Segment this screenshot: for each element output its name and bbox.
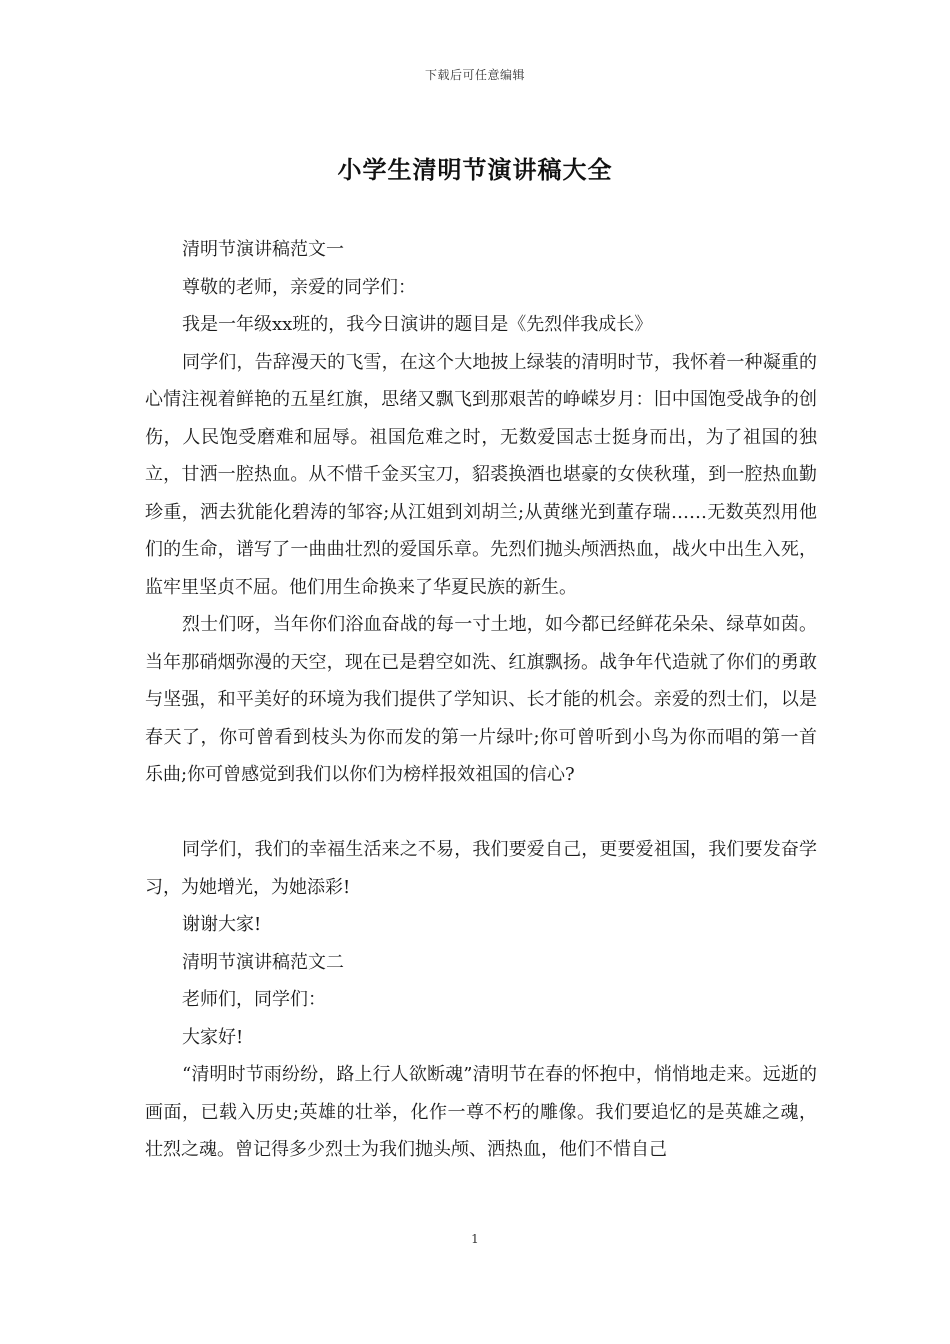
document-title: 小学生清明节演讲稿大全 [337, 155, 613, 184]
paragraph-body-3: 同学们，我们的幸福生活来之不易，我们要爱自己，更要爱祖国，我们要发奋学习，为她增光，为她添彩! [145, 839, 817, 898]
paragraph-body-1: 同学们，告辞漫天的飞雪，在这个大地披上绿装的清明时节，我怀着一种凝重的心情注视着鲜艳的五星红旗，思绪又飘飞到那艰苦的峥嵘岁月：旧中国饱受战争的创伤，人民饱受磨难和屈辱。祖国危难之时，无数爱国志士挺身而出，为了祖国的独立，甘洒一腔热血。从不惜千金买宝刀，貂裘换酒也堪豪的女侠秋瑾，到一腔热血勤珍重，洒去犹能化碧涛的邹容;从江姐到刘胡兰;从黄继光到董存瑞……无数英烈用他们的生命，谱写了一曲曲壮烈的爱国乐章。先烈们抛头颅洒热血，战火中出生入死，监牢里坚贞不屈。他们用生命换来了华夏民族的新生。 [145, 351, 817, 598]
paragraph-salutation-1: 尊敬的老师，亲爱的同学们： [182, 276, 416, 298]
document-body [145, 231, 817, 1169]
header-note: 下载后可任意编辑 [424, 68, 525, 82]
paragraph-body-2: 烈士们呀，当年你们浴血奋战的每一寸土地，如今都已经鲜花朵朵、绿草如茵。当年那硝烟弥漫的天空，现在已是碧空如洗、红旗飘扬。战争年代造就了你们的勇敢与坚强，和平美好的环境为我们提供了学知识、长才能的机会。亲爱的烈士们，以是春天了，你可曾看到枝头为你而发的第一片绿叶;你可曾听到小鸟为你而唱的第一首乐曲;你可曾感觉到我们以你们为榜样报效祖国的信心? [145, 614, 817, 785]
paragraph-blank [145, 794, 817, 832]
paragraph-section-heading-2: 清明节演讲稿范文二 [182, 951, 344, 973]
paragraph-section-heading-1: 清明节演讲稿范文一 [182, 239, 344, 260]
paragraph-thanks: 谢谢大家! [182, 914, 262, 935]
paragraph-intro-1: 我是一年级xx班的，我今日演讲的题目是《先烈伴我成长》 [182, 314, 653, 335]
paragraph-body-4: “清明时节雨纷纷，路上行人欲断魂”清明节在春的怀抱中，悄悄地走来。远逝的画面，已载入历史;英雄的壮举，化作一尊不朽的雕像。我们要追忆的是英雄之魂，壮烈之魂。曾记得多少烈士为我们抛头颅、洒热血，他们不惜自己 [145, 1064, 817, 1160]
page-number: 1 [471, 1232, 479, 1246]
paragraph-greeting: 大家好! [182, 1026, 244, 1048]
paragraph-salutation-2: 老师们，同学们： [182, 989, 326, 1010]
